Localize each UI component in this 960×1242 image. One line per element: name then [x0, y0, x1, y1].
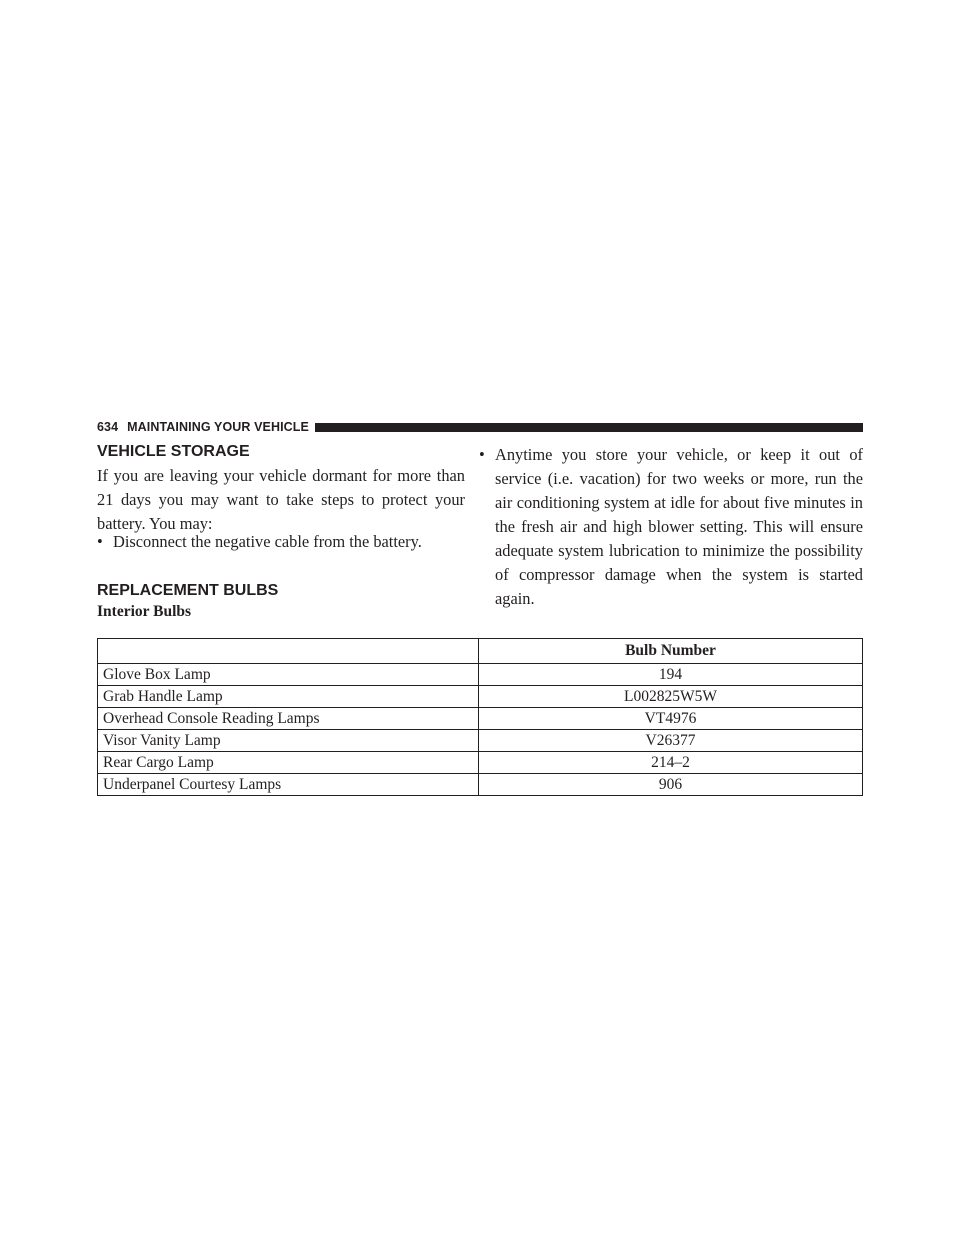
bullet-item — [479, 443, 863, 611]
interior-bulbs-subheading: Interior Bulbs — [97, 603, 192, 620]
bulb-number: 906 — [479, 774, 863, 796]
lamp-name: Visor Vanity Lamp — [98, 730, 479, 752]
table-header-row — [98, 639, 863, 664]
header-blank-cell — [98, 639, 479, 664]
lamp-name: Grab Handle Lamp — [98, 686, 479, 708]
table-row — [98, 708, 863, 730]
section-title: MAINTAINING YOUR VEHICLE — [127, 420, 309, 434]
bulb-table — [97, 638, 863, 796]
table-row — [98, 774, 863, 796]
bulb-number-header: Bulb Number — [479, 639, 863, 664]
lamp-name: Underpanel Courtesy Lamps — [98, 774, 479, 796]
bullet-text: Anytime you store your vehicle, or keep it out of service (i.e. vacation) for two weeks or more, run the air conditioning system at idle for about five minutes in the fresh air and high blower setting. This will ensure adequate system lubrication to minimize the possibility of compressor damage when the system is started again. — [495, 445, 863, 608]
bulb-number: 194 — [479, 664, 863, 686]
bulb-number: L002825W5W — [479, 686, 863, 708]
bullet-dot: • — [97, 532, 103, 551]
lamp-name: Glove Box Lamp — [98, 664, 479, 686]
page-header — [97, 418, 863, 436]
bulb-number: VT4976 — [479, 708, 863, 730]
lamp-name: Rear Cargo Lamp — [98, 752, 479, 774]
header-rule — [315, 423, 863, 432]
table-row — [98, 686, 863, 708]
bullet-text: Disconnect the negative cable from the battery. — [113, 532, 422, 551]
bulb-number: V26377 — [479, 730, 863, 752]
replacement-bulbs-heading: REPLACEMENT BULBS — [97, 582, 279, 599]
table-row — [98, 664, 863, 686]
table-row — [98, 752, 863, 774]
table-row — [98, 730, 863, 752]
vehicle-storage-heading: VEHICLE STORAGE — [97, 443, 250, 460]
lamp-name: Overhead Console Reading Lamps — [98, 708, 479, 730]
bulb-number: 214–2 — [479, 752, 863, 774]
bullet-item — [97, 530, 465, 554]
vehicle-storage-intro: If you are leaving your vehicle dormant for more than 21 days you may want to take steps to protect your battery. You may: — [97, 466, 465, 533]
bullet-dot: • — [479, 445, 485, 464]
page-number: 634 — [97, 420, 119, 434]
